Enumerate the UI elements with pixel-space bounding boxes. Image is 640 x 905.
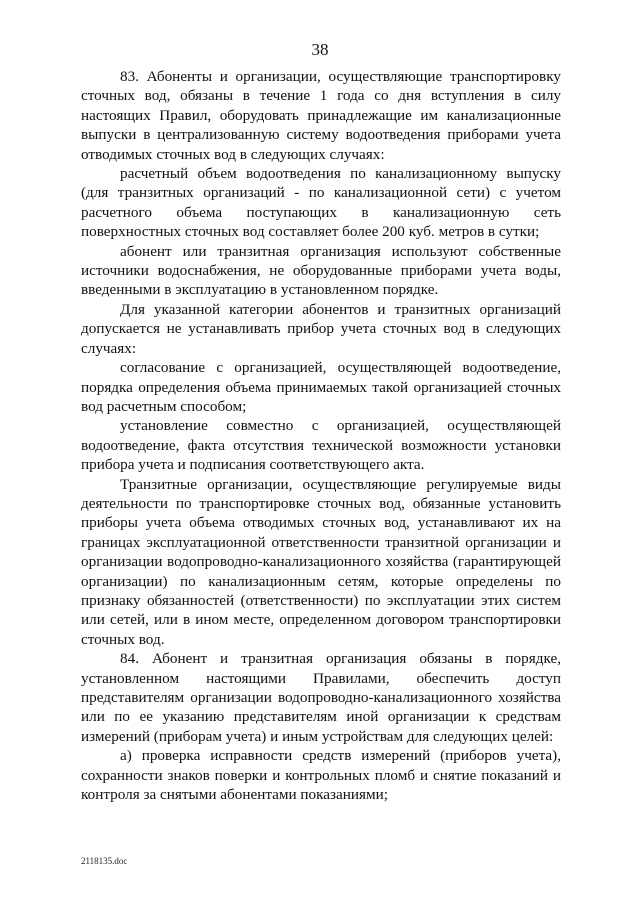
page-number: 38 <box>311 40 329 59</box>
paragraph-case-volume: расчетный объем водоотведения по канализационному выпуску (для транзитных организаций - по канализационной сети) с учетом расчетного объема поступающих в канализационную сеть поверхностных сточных вод составляет более 200 куб. метров в сутки; <box>81 165 561 241</box>
paragraph-83: 83. Абоненты и организации, осуществляющие транспортировку сточных вод, обязаны в течение 1 года со дня вступления в силу настоящих Правил, оборудовать принадлежащие им канализационные выпуски в централизованную систему водоотведения приборами учета отводимых сточных вод в следующих случаях: <box>81 68 561 163</box>
paragraph-case-own-sources: абонент или транзитная организация используют собственные источники водоснабжения, не оборудованные приборами учета воды, введенными в эксплуатацию в установленном порядке. <box>81 242 561 299</box>
footer-filename: 2118135.doc <box>81 856 128 866</box>
paragraph-84-a: а) проверка исправности средств измерений (приборов учета), сохранности знаков поверки и контрольных пломб и снятие показаний и контроля за снятыми абонентами показаниями; <box>81 747 561 804</box>
paragraph-84: 84. Абонент и транзитная организация обязаны в порядке, установленном настоящими Правилами, обеспечить доступ представителям организации водопроводно-канализационного хозяйства или по ее указанию представителям иной организации к средствам измерений (приборам учета) и иным устройствам для следующих целей: <box>81 650 561 745</box>
paragraph-transit-organizations: Транзитные организации, осуществляющие регулируемые виды деятельности по транспортировке сточных вод, обязанные установить приборы учета объема отводимых сточных вод, устанавливают их на границах эксплуатационной ответственности транзитной организации и организации водопроводно-канализационного хозяйства (гарантирующей организации) по канализационным сетям, которые определены по признаку обязанностей (ответственности) по эксплуатации этих систем или сетей, или в ином месте, определенном договором транспортировки сточных вод. <box>81 475 561 648</box>
paragraph-exemption-technical: установление совместно с организацией, осуществляющей водоотведение, факта отсутствия технической возможности установки прибора учета и подписания соответствующего акта. <box>81 417 561 474</box>
document-body <box>81 67 561 804</box>
paragraph-exemption-agreement: согласование с организацией, осуществляющей водоотведение, порядка определения объема принимаемых такой организацией сточных вод расчетным способом; <box>81 359 561 415</box>
paragraph-exemption-intro: Для указанной категории абонентов и транзитных организаций допускается не устанавливать прибор учета сточных вод в следующих случаях: <box>81 300 561 357</box>
